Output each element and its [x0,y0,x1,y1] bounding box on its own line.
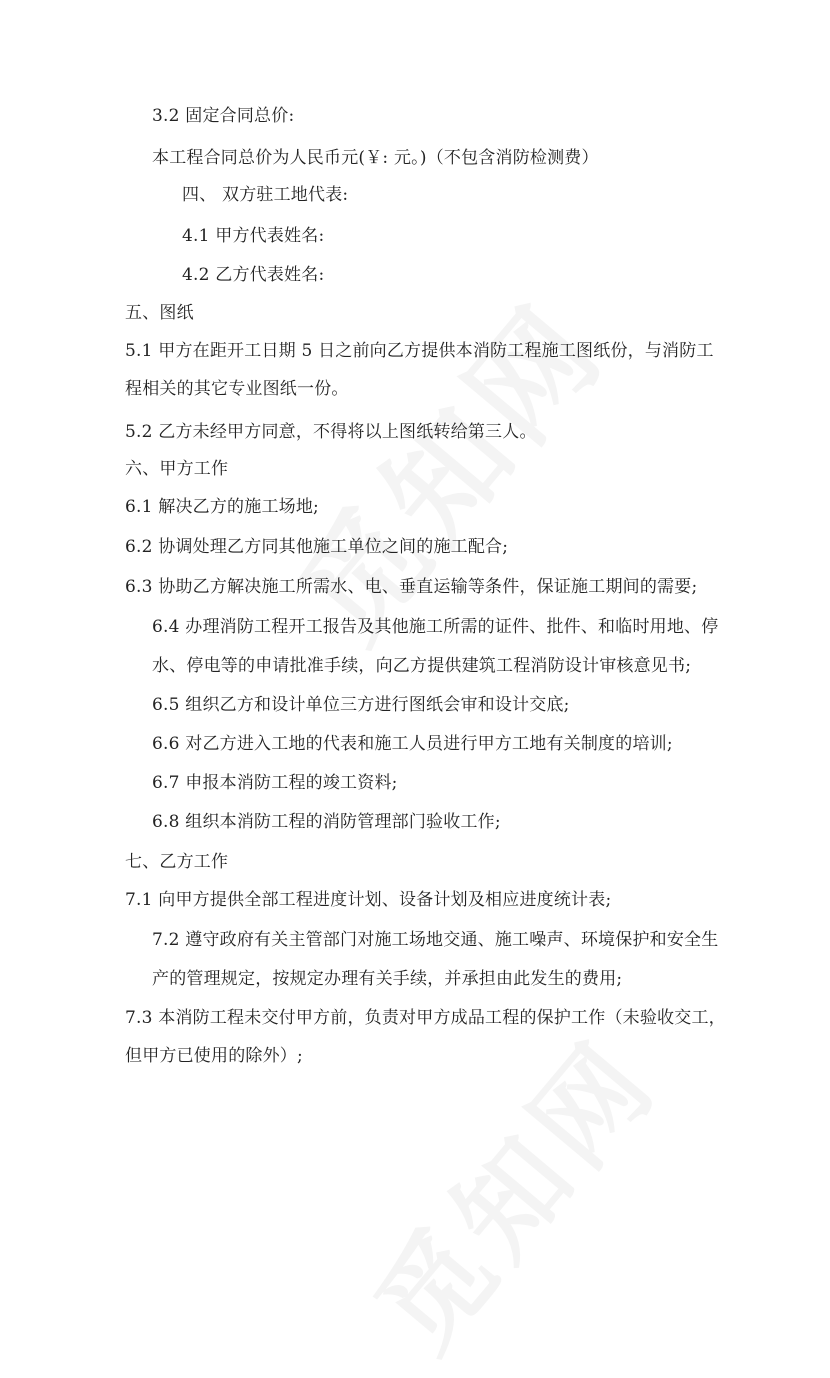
section-6-heading: 六、甲方工作 [125,459,229,479]
clause-6-7: 6.7 申报本消防工程的竣工资料; [152,773,398,793]
clause-7-2-line1: 7.2 遵守政府有关主管部门对施工场地交通、施工噪声、环境保护和安全生 [152,930,719,950]
clause-7-3-line2: 但甲方已使用的除外）; [125,1046,303,1066]
clause-7-1: 7.1 向甲方提供全部工程进度计划、设备计划及相应进度统计表; [125,890,612,910]
section-4-heading: 四、 双方驻工地代表: [182,185,349,205]
clause-5-1-line1: 5.1 甲方在距开工日期 5 日之前向乙方提供本消防工程施工图纸份，与消防工 [125,341,714,361]
clause-6-4-line2: 水、停电等的申请批准手续，向乙方提供建筑工程消防设计审核意见书; [152,656,692,676]
clause-6-6: 6.6 对乙方进入工地的代表和施工人员进行甲方工地有关制度的培训; [152,734,673,754]
clause-5-2: 5.2 乙方未经甲方同意，不得将以上图纸转给第三人。 [125,422,537,442]
section-5-heading: 五、图纸 [125,303,194,323]
clause-6-5: 6.5 组织乙方和设计单位三方进行图纸会审和设计交底; [152,695,570,715]
clause-4-2: 4.2 乙方代表姓名: [182,265,325,285]
clause-7-2-line2: 产的管理规定，按规定办理有关手续，并承担由此发生的费用; [152,969,623,989]
clause-3-2-heading: 3.2 固定合同总价: [152,106,295,126]
clause-6-3: 6.3 协助乙方解决施工所需水、电、垂直运输等条件，保证施工期间的需要; [125,577,698,597]
clause-6-8: 6.8 组织本消防工程的消防管理部门验收工作; [152,812,501,832]
clause-6-2: 6.2 协调处理乙方同其他施工单位之间的施工配合; [125,537,509,557]
watermark-logo [254,261,636,670]
clause-6-4-line1: 6.4 办理消防工程开工报告及其他施工所需的证件、批件、和临时用地、停 [152,617,719,637]
clause-6-1: 6.1 解决乙方的施工场地; [125,497,319,517]
clause-4-1: 4.1 甲方代表姓名: [182,226,325,246]
clause-5-1-line2: 程相关的其它专业图纸一份。 [125,379,349,399]
section-7-heading: 七、乙方工作 [125,852,229,872]
contract-total-price-text: 本工程合同总价为人民币元(￥: 元。)（不包含消防检测费） [152,148,599,168]
watermark-logo [334,1000,686,1377]
clause-7-3-line1: 7.3 本消防工程未交付甲方前，负责对甲方成品工程的保护工作（未验收交工， [125,1008,726,1028]
